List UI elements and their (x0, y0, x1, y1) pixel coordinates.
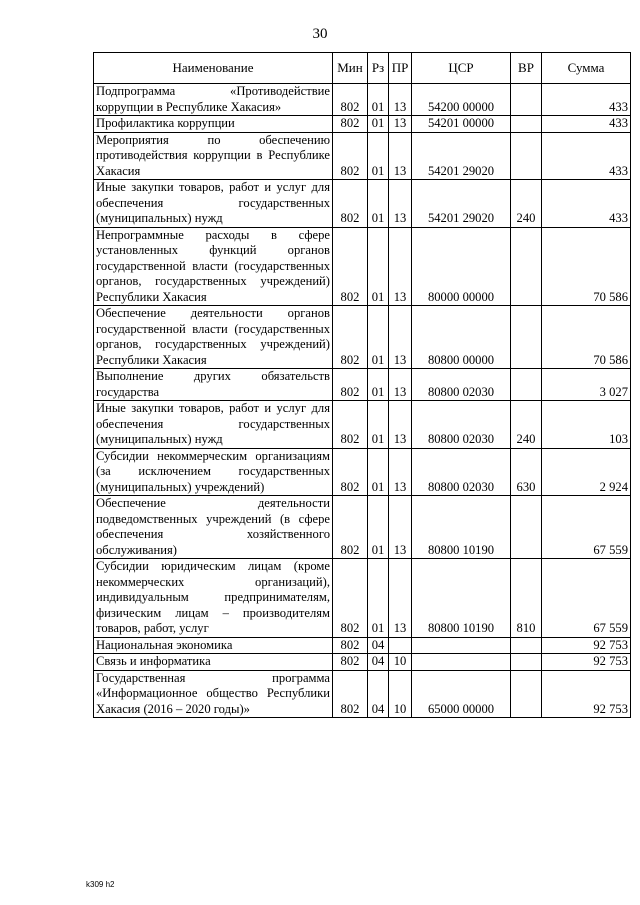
row-pr: 13 (389, 180, 412, 228)
row-sum: 2 924 (542, 448, 631, 496)
row-sum: 3 027 (542, 369, 631, 401)
row-csr: 80800 02030 (412, 401, 511, 449)
row-name: Обеспечение деятельности органов государственной власти (государственных органов, государственных учреждений) Республики Хакасия (94, 306, 333, 369)
row-rz: 04 (368, 670, 389, 718)
row-sum: 433 (542, 132, 631, 180)
row-sum: 70 586 (542, 227, 631, 306)
row-vr: 240 (511, 180, 542, 228)
row-sum: 67 559 (542, 496, 631, 559)
row-min: 802 (333, 401, 368, 449)
row-sum: 92 753 (542, 670, 631, 718)
row-csr: 54201 29020 (412, 180, 511, 228)
row-pr: 13 (389, 132, 412, 180)
row-rz: 01 (368, 84, 389, 116)
row-vr (511, 116, 542, 133)
row-csr (412, 637, 511, 654)
row-csr: 54200 00000 (412, 84, 511, 116)
row-min: 802 (333, 116, 368, 133)
row-rz: 01 (368, 306, 389, 369)
row-min: 802 (333, 670, 368, 718)
row-vr (511, 637, 542, 654)
table-row (94, 448, 631, 496)
row-name: Профилактика коррупции (94, 116, 333, 133)
row-pr: 13 (389, 116, 412, 133)
row-vr (511, 227, 542, 306)
row-pr: 10 (389, 654, 412, 671)
row-csr (412, 654, 511, 671)
table-row (94, 654, 631, 671)
row-pr: 10 (389, 670, 412, 718)
table-row (94, 227, 631, 306)
row-rz: 01 (368, 180, 389, 228)
row-rz: 01 (368, 496, 389, 559)
row-sum: 103 (542, 401, 631, 449)
row-csr: 54201 00000 (412, 116, 511, 133)
row-name: Мероприятия по обеспечению противодействия коррупции в Республике Хакасия (94, 132, 333, 180)
table-row (94, 84, 631, 116)
header-name: Наименование (94, 53, 333, 84)
row-name: Иные закупки товаров, работ и услуг для обеспечения государственных (муниципальных) нужд (94, 180, 333, 228)
row-vr: 240 (511, 401, 542, 449)
row-csr: 80800 10190 (412, 559, 511, 638)
row-min: 802 (333, 637, 368, 654)
row-name: Субсидии некоммерческим организациям (за исключением государственных (муниципальных) учреждений) (94, 448, 333, 496)
row-vr (511, 496, 542, 559)
row-rz: 04 (368, 637, 389, 654)
row-min: 802 (333, 448, 368, 496)
row-pr: 13 (389, 448, 412, 496)
row-min: 802 (333, 132, 368, 180)
row-pr: 13 (389, 306, 412, 369)
row-rz: 04 (368, 654, 389, 671)
row-min: 802 (333, 180, 368, 228)
header-sum: Сумма (542, 53, 631, 84)
row-pr: 13 (389, 401, 412, 449)
row-sum: 70 586 (542, 306, 631, 369)
table-row (94, 401, 631, 449)
row-min: 802 (333, 496, 368, 559)
row-min: 802 (333, 227, 368, 306)
row-pr (389, 637, 412, 654)
row-name: Обеспечение деятельности подведомственных учреждений (в сфере обеспечения хозяйственного обслуживания) (94, 496, 333, 559)
row-rz: 01 (368, 559, 389, 638)
row-sum: 433 (542, 180, 631, 228)
table-row (94, 637, 631, 654)
table-row (94, 496, 631, 559)
row-csr: 80800 02030 (412, 448, 511, 496)
row-csr: 80000 00000 (412, 227, 511, 306)
row-pr: 13 (389, 559, 412, 638)
row-rz: 01 (368, 132, 389, 180)
row-min: 802 (333, 369, 368, 401)
table-row (94, 116, 631, 133)
row-vr (511, 306, 542, 369)
row-name: Связь и информатика (94, 654, 333, 671)
row-name: Непрограммные расходы в сфере установленных функций органов государственной власти (государственных органов, государственных учреждений) Республики Хакасия (94, 227, 333, 306)
row-csr: 80800 00000 (412, 306, 511, 369)
row-rz: 01 (368, 116, 389, 133)
row-min: 802 (333, 84, 368, 116)
row-name: Иные закупки товаров, работ и услуг для обеспечения государственных (муниципальных) нужд (94, 401, 333, 449)
table-row (94, 132, 631, 180)
table-row (94, 369, 631, 401)
row-sum: 67 559 (542, 559, 631, 638)
row-csr: 80800 10190 (412, 496, 511, 559)
row-vr (511, 132, 542, 180)
row-vr (511, 654, 542, 671)
row-csr: 80800 02030 (412, 369, 511, 401)
row-vr (511, 670, 542, 718)
row-vr (511, 369, 542, 401)
row-min: 802 (333, 654, 368, 671)
row-name: Выполнение других обязательств государства (94, 369, 333, 401)
budget-table (93, 52, 631, 718)
footer-code: k309 h2 (86, 880, 115, 889)
page-number: 30 (312, 26, 328, 42)
table-row (94, 306, 631, 369)
row-rz: 01 (368, 369, 389, 401)
row-min: 802 (333, 306, 368, 369)
row-vr: 630 (511, 448, 542, 496)
row-vr (511, 84, 542, 116)
row-name: Национальная экономика (94, 637, 333, 654)
table-row (94, 670, 631, 718)
row-csr: 65000 00000 (412, 670, 511, 718)
row-name: Подпрограмма «Противодействие коррупции в Республике Хакасия» (94, 84, 333, 116)
header-vr: ВР (511, 53, 542, 84)
row-min: 802 (333, 559, 368, 638)
row-rz: 01 (368, 401, 389, 449)
table-row (94, 180, 631, 228)
row-csr: 54201 29020 (412, 132, 511, 180)
row-pr: 13 (389, 369, 412, 401)
row-rz: 01 (368, 448, 389, 496)
row-sum: 92 753 (542, 637, 631, 654)
row-name: Государственная программа «Информационное общество Республики Хакасия (2016 – 2020 годы)» (94, 670, 333, 718)
table-header-row (94, 53, 631, 84)
row-sum: 433 (542, 84, 631, 116)
row-rz: 01 (368, 227, 389, 306)
row-pr: 13 (389, 227, 412, 306)
header-pr: ПР (389, 53, 412, 84)
row-pr: 13 (389, 84, 412, 116)
header-min: Мин (333, 53, 368, 84)
table-row (94, 559, 631, 638)
header-rz: Рз (368, 53, 389, 84)
row-name: Субсидии юридическим лицам (кроме некоммерческих организаций), индивидуальным предпринимателям, физическим лицам – производителям товаров, работ, услуг (94, 559, 333, 638)
row-sum: 92 753 (542, 654, 631, 671)
row-vr: 810 (511, 559, 542, 638)
header-csr: ЦСР (412, 53, 511, 84)
row-sum: 433 (542, 116, 631, 133)
row-pr: 13 (389, 496, 412, 559)
